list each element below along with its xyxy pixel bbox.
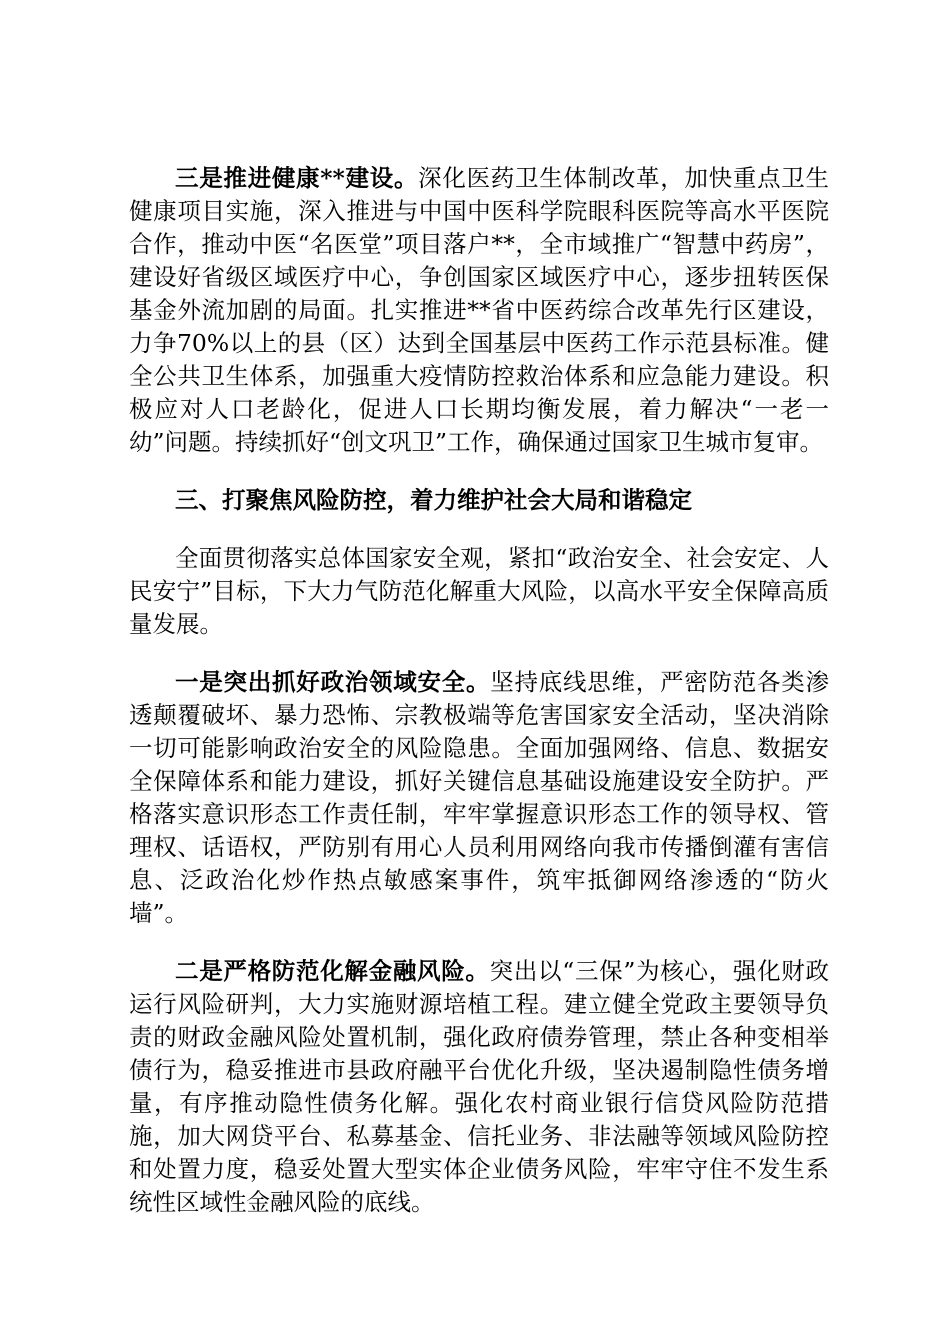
paragraph-body: 全面贯彻落实总体国家安全观，紧扣“政治安全、社会安定、人民安宁”目标，下大力气防范化解重大风险，以高水平安全保障高质量发展。	[129, 544, 829, 638]
document-page	[129, 162, 829, 1219]
section-heading: 三、打聚焦风险防控，着力维护社会大局和谐稳定	[175, 486, 692, 514]
paragraph-body: 深化医药卫生体制改革，加快重点卫生健康项目实施，深入推进与中国中医科学院眼科医院等高水平医院合作，推动中医“名医堂”项目落户**，全市域推广“智慧中药房”，建设好省级区域医疗中心，争创国家区域医疗中心，逐步扭转医保基金外流加剧的局面。扎实推进**省中医药综合改革先行区建设，力争70%以上的县（区）达到全国基层中医药工作示范县标准。健全公共卫生体系，加强重大疫情防控救治体系和应急能力建设。积极应对人口老龄化，促进人口长期均衡发展，着力解决“一老一幼”问题。持续抓好“创文巩卫”工作，确保通过国家卫生城市复审。	[129, 164, 829, 456]
paragraph-body: 坚持底线思维，严密防范各类渗透颠覆破坏、暴力恐怖、宗教极端等危害国家安全活动，坚决消除一切可能影响政治安全的风险隐患。全面加强网络、信息、数据安全保障体系和能力建设，抓好关键信息基础设施建设安全防护。严格落实意识形态工作责任制，牢牢掌握意识形态工作的领导权、管理权、话语权，严防别有用心人员利用网络向我市传播倒灌有害信息、泛政治化炒作热点敏感案事件，筑牢抵御网络渗透的“防火墙”。	[129, 668, 829, 927]
paragraph-political-security	[129, 666, 829, 930]
paragraph-health-construction	[129, 162, 829, 459]
paragraph-financial-risk	[129, 955, 829, 1219]
paragraph-lead: 一是突出抓好政治领域安全。	[175, 668, 491, 696]
paragraph-body: 突出以“三保”为核心，强化财政运行风险研判，大力实施财源培植工程。建立健全党政主要领导负责的财政金融风险处置机制，强化政府债券管理，禁止各种变相举债行为，稳妥推进市县政府融平台优化升级，坚决遏制隐性债务增量，有序推动隐性债务化解。强化农村商业银行信贷风险防范措施，加大网贷平台、私募基金、信托业务、非法融等领域风险防控和处置力度，稳妥处置大型实体企业债务风险，牢牢守住不发生系统性区域性金融风险的底线。	[129, 957, 830, 1216]
paragraph-security-intro	[129, 542, 829, 641]
paragraph-lead: 二是严格防范化解金融风险。	[175, 957, 490, 985]
paragraph-lead: 三是推进健康**建设。	[175, 164, 419, 192]
